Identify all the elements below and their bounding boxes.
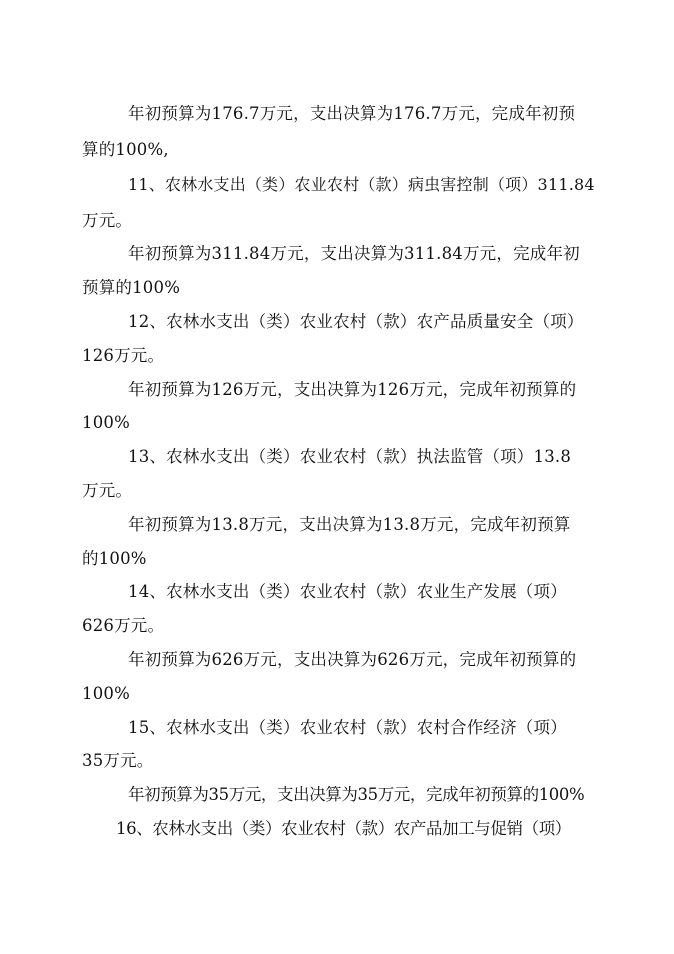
paragraph-line: 16、农林水支出（类）农业农村（款）农产品加工与促销（项） <box>116 819 571 838</box>
paragraph-line: 626万元。 <box>82 616 165 635</box>
paragraph-line: 15、农林水支出（类）农业农村（款）农村合作经济（项） <box>128 718 567 737</box>
paragraph-line: 126万元。 <box>82 346 165 365</box>
paragraph-line: 100% <box>82 413 130 432</box>
paragraph-line: 12、农林水支出（类）农业农村（款）农产品质量安全（项） <box>128 312 584 331</box>
paragraph-line: 的100% <box>82 549 147 568</box>
paragraph-line: 年初预算为126万元，支出决算为126万元，完成年初预算的 <box>128 380 577 399</box>
paragraph-line: 算的100%, <box>82 140 169 159</box>
paragraph-line: 13、农林水支出（类）农业农村（款）执法监管（项）13.8 <box>128 447 572 466</box>
paragraph-line: 预算的100% <box>82 278 181 297</box>
paragraph-line: 年初预算为311.84万元，支出决算为311.84万元，完成年初 <box>128 244 580 263</box>
paragraph-line: 万元。 <box>82 211 133 230</box>
paragraph-line: 年初预算为626万元，支出决算为626万元，完成年初预算的 <box>128 650 577 669</box>
paragraph-line: 年初预算为176.7万元，支出决算为176.7万元，完成年初预 <box>128 104 576 123</box>
paragraph-line: 14、农林水支出（类）农业农村（款）农业生产发展（项） <box>128 582 567 601</box>
paragraph-line: 100% <box>82 684 130 703</box>
paragraph-line: 年初预算为13.8万元，支出决算为13.8万元，完成年初预算 <box>128 515 571 534</box>
paragraph-line: 年初预算为35万元，支出决算为35万元，完成年初预算的100% <box>128 785 585 804</box>
paragraph-line: 万元。 <box>82 481 133 500</box>
paragraph-line: 11、农林水支出（类）农业农村（款）病虫害控制（项）311.84 <box>128 175 595 194</box>
paragraph-line: 35万元。 <box>82 751 154 770</box>
